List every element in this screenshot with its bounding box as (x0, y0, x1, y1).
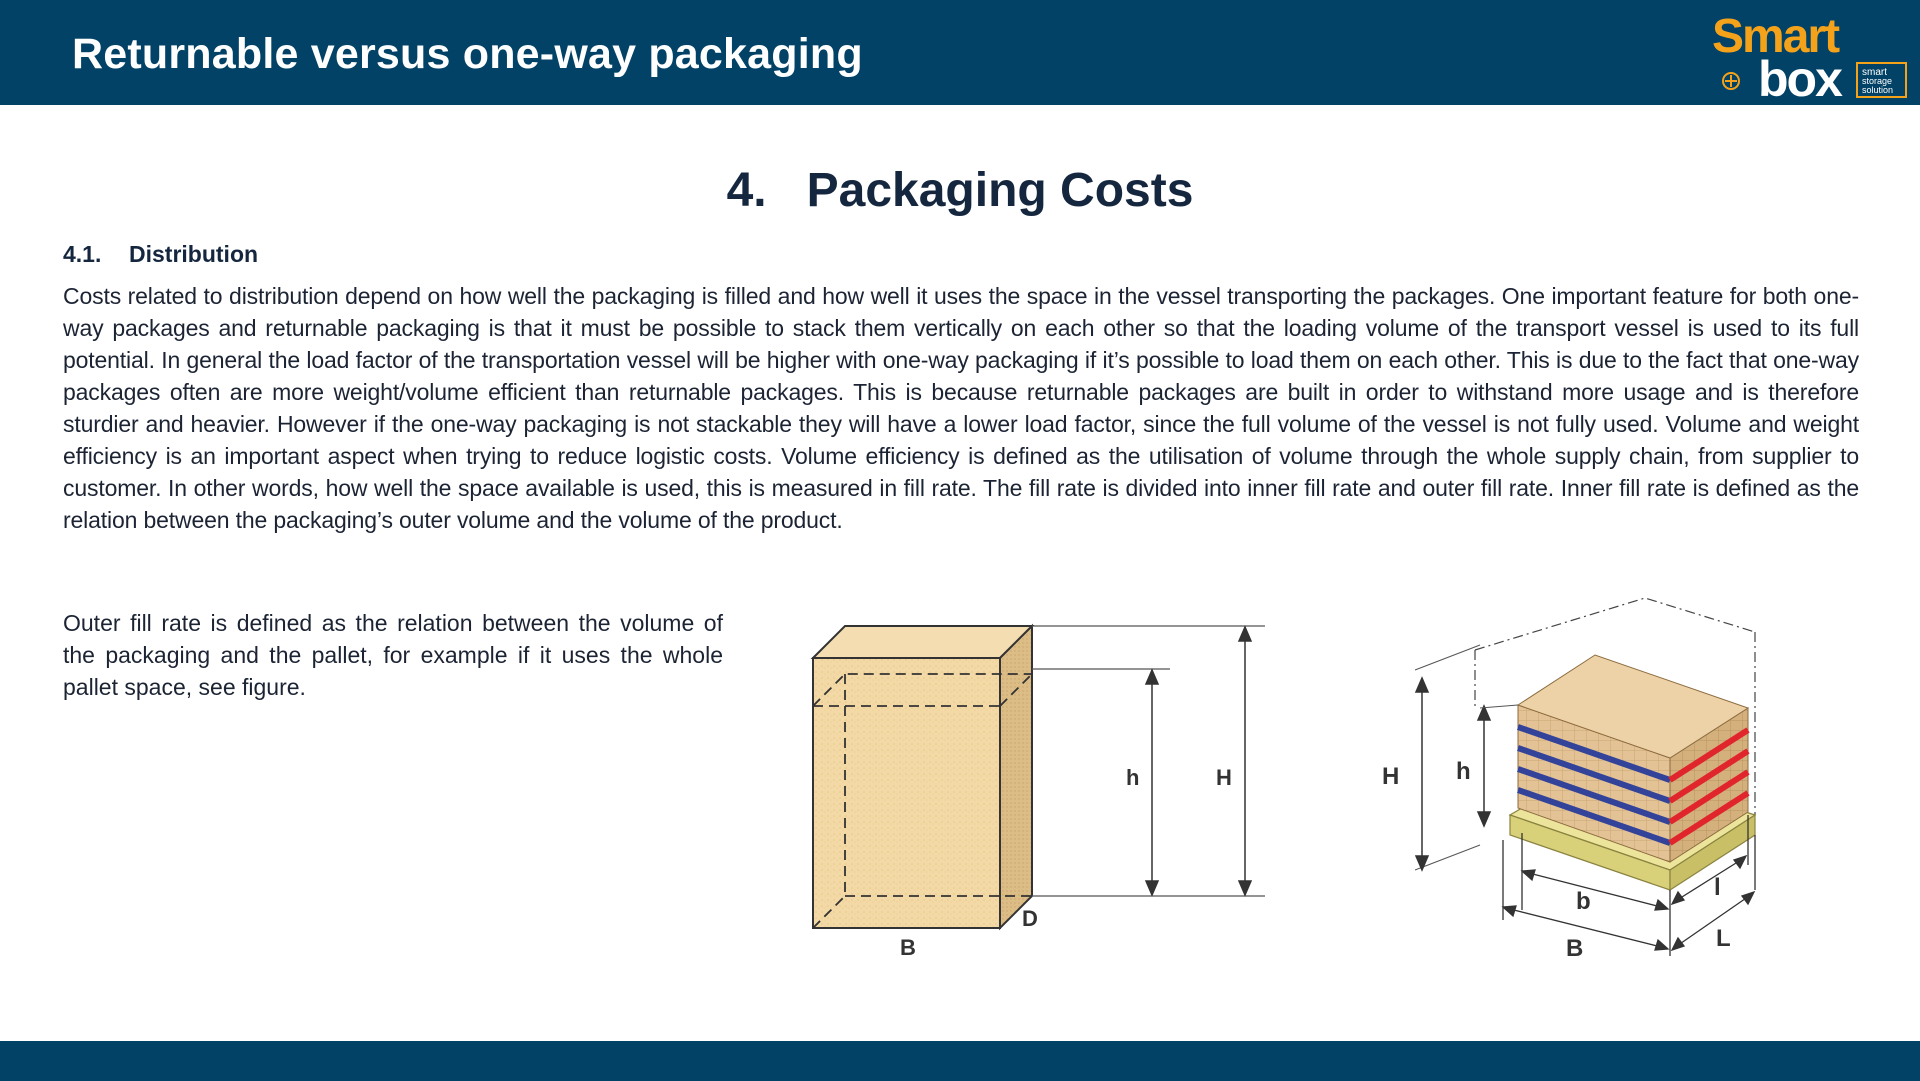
subsection-number: 4.1. (63, 241, 102, 267)
logo-box-text: box (1758, 51, 1841, 100)
section-title: Packaging Costs (806, 164, 1194, 217)
pallet-label-outer-length: L (1716, 925, 1731, 952)
subsection-heading (63, 241, 258, 268)
label-outer-height: H (1216, 765, 1232, 790)
logo-smart-text: Smart (1712, 10, 1839, 63)
footer-bar (0, 1041, 1920, 1081)
box-front-face (813, 658, 1000, 928)
inner-height-arrow (1146, 670, 1158, 895)
body-paragraph-outer-fill-rate: Outer fill rate is defined as the relation between the volume of the packaging and the pallet, for example if it uses the whole pallet space, see figure. (63, 610, 723, 700)
label-inner-height: h (1126, 765, 1140, 790)
header-title: Returnable versus one-way packaging (72, 30, 863, 78)
pallet-label-inner-height: h (1456, 758, 1471, 785)
section-heading (0, 163, 1920, 218)
logo-plus-icon (1723, 73, 1739, 89)
pallet-outer-height-arrow (1416, 678, 1428, 870)
pallet-label-inner-width: b (1576, 888, 1591, 915)
label-width: B (900, 935, 916, 960)
logo-tagline-3: solution (1862, 85, 1894, 95)
pallet-label-outer-width: B (1566, 935, 1584, 962)
subsection-title: Distribution (129, 241, 259, 267)
outer-height-arrow (1239, 627, 1251, 895)
header-bar (0, 0, 1920, 105)
pallet-label-outer-height: H (1382, 763, 1400, 790)
logo-tagline-2: storage (1862, 76, 1893, 86)
pallet-inner-height-arrow (1478, 706, 1490, 826)
pallet-label-inner-length: l (1714, 874, 1721, 901)
box-dimension-figure (790, 610, 1270, 970)
section-number: 4. (726, 164, 767, 217)
box-top-face (813, 626, 1032, 658)
logo-tagline-1: smart (1862, 67, 1887, 78)
smartbox-logo (1700, 8, 1910, 100)
body-paragraph-distribution: Costs related to distribution depend on how well the packaging is filled and how well it uses the space in the vessel transporting the packages. One important feature for both one-way packages and returnable packaging is that it must be possible to stack them vertically on each other so that the loading volume of the transport vessel is used to its full potential. In general the load factor of the transportation vessel will be higher with one-way packaging if it’s possible to load them on each other. This is due to the fact that one-way packages often are more weight/volume efficient than returnable packages. This is because returnable packages are built in order to withstand more usage and is therefore sturdier and heavier. However if the one-way packaging is not stackable they will have a lower load factor, since the full volume of the vessel is not fully used. Volume and weight efficiency is an important aspect when trying to reduce logistic costs. Volume efficiency is defined as the utilisation of volume through the whole supply chain, from supplier to customer. In other words, how well the space available is used, this is measured in fill rate. The fill rate is divided into inner fill rate and outer fill rate. Inner fill rate is defined as the relation between the packaging’s outer volume and the volume of the product. (63, 283, 1859, 533)
label-depth: D (1022, 906, 1038, 931)
box-side-face (1000, 626, 1032, 928)
pallet-dimension-figure (1370, 590, 1770, 970)
